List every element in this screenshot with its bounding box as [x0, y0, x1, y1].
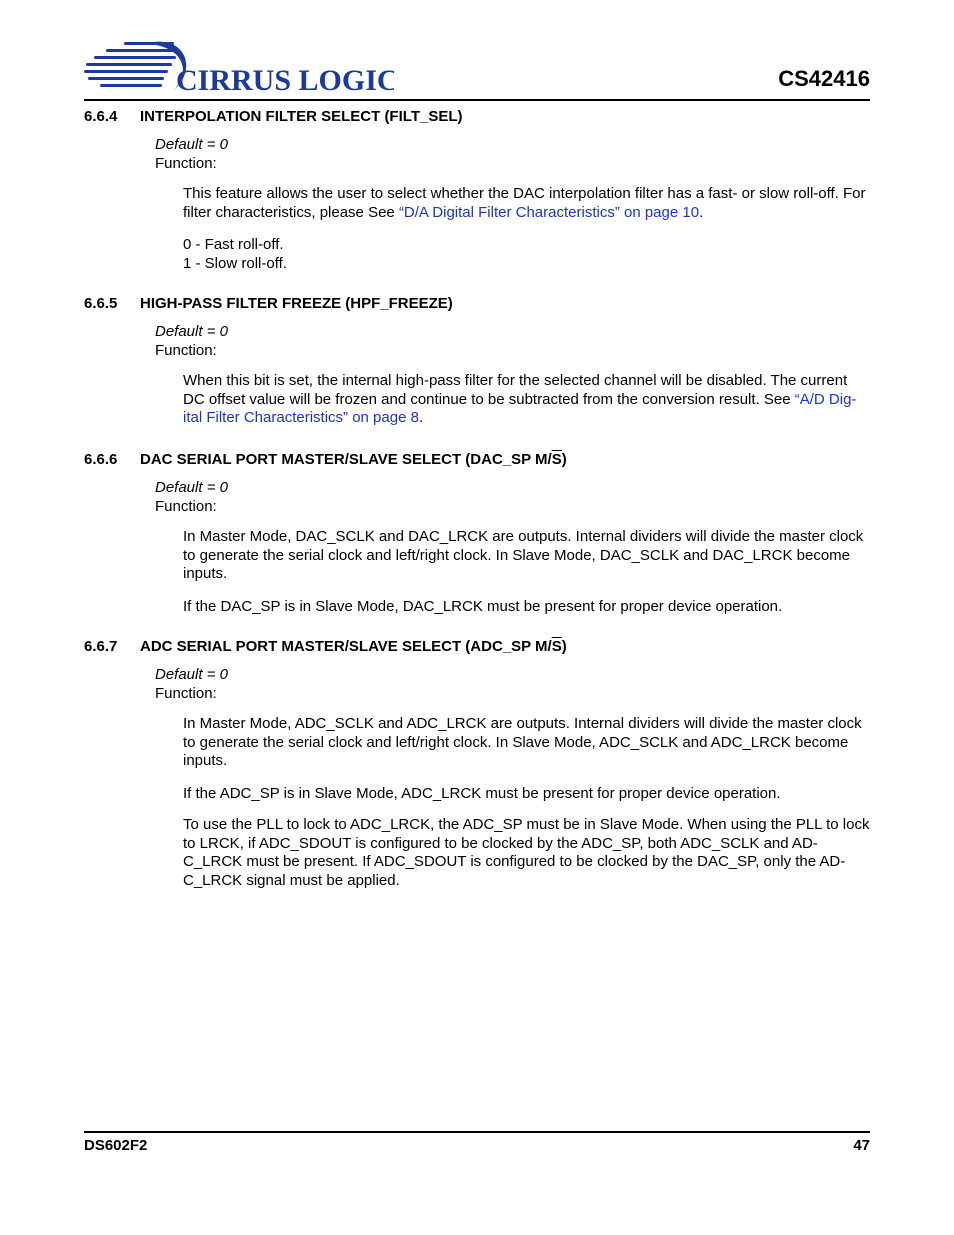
page-number: 47 [853, 1137, 870, 1154]
option-slow: 1 - Slow roll-off. [183, 255, 287, 272]
section-title: DAC SERIAL PORT MASTER/SLAVE SELECT (DAC_SP M/ [140, 451, 552, 468]
section-title-suffix: ) [561, 638, 567, 655]
section-title: INTERPOLATION FILTER SELECT (FILT_SEL) [140, 108, 463, 125]
section-number: 6.6.4 [84, 108, 118, 125]
header-rule [84, 99, 870, 101]
cross-reference-link[interactable]: “D/A Digital Filter Characteristics” on page 10 [398, 203, 700, 221]
paragraph-text: When this bit is set, the internal high-pass filter for the selected channel will be disabled. The current DC offset value will be frozen and continue to be subtracted from the conversion result. See [183, 372, 848, 408]
description-paragraph [183, 372, 873, 428]
description-paragraph: In Master Mode, ADC_SCLK and ADC_LRCK are outputs. Internal dividers will divide the master clock to generate the serial clock and left/right clock. In Slave Mode, ADC_SCLK and ADC_LRCK become inputs. [183, 715, 862, 769]
default-value: Default = 0 [155, 136, 228, 153]
paragraph-end: . [418, 409, 424, 426]
section-title: HIGH-PASS FILTER FREEZE (HPF_FREEZE) [140, 295, 453, 312]
section-title-overline: $\overline{S}$ [551, 638, 562, 655]
description-paragraph: If the DAC_SP is in Slave Mode, DAC_LRCK must be present for proper device operation. [183, 598, 783, 615]
function-label: Function: [155, 342, 217, 359]
default-value: Default = 0 [155, 666, 228, 683]
description-paragraph: To use the PLL to lock to ADC_LRCK, the ADC_SP must be in Slave Mode. When using the PLL to lock to LRCK, if ADC_SDOUT is configured to be clocked by the ADC_SP, both ADC_SCLK and AD-C_LRCK must be present. If ADC_SDOUT is configured to be clocked by the DAC_SP, only the AD-C_LRCK signal must be applied. [183, 816, 870, 889]
document-id: DS602F2 [84, 1137, 148, 1154]
default-value: Default = 0 [155, 323, 228, 340]
cirrus-logic-logo [84, 38, 394, 102]
description-paragraph [183, 185, 873, 222]
section-heading [84, 295, 453, 312]
section-number: 6.6.7 [84, 638, 118, 655]
footer-rule [84, 1131, 870, 1133]
section-number: 6.6.6 [84, 451, 118, 468]
default-value: Default = 0 [155, 479, 228, 496]
option-fast: 0 - Fast roll-off. [183, 236, 284, 253]
function-label: Function: [155, 685, 217, 702]
logo-wordmark: CIRRUS LOGIC [176, 64, 394, 97]
section-heading [84, 108, 463, 125]
section-title-overline: $\overline{S}$ [551, 451, 562, 468]
part-number: CS42416 [778, 66, 870, 91]
description-paragraph: In Master Mode, DAC_SCLK and DAC_LRCK are outputs. Internal dividers will divide the master clock to generate the serial clock and left/right clock. In Slave Mode, DAC_SCLK and DAC_LRCK become inputs. [183, 528, 864, 582]
function-label: Function: [155, 498, 217, 515]
section-heading [84, 451, 567, 468]
paragraph-end: . [699, 203, 704, 221]
paragraph-text: This feature allows the user to select whether the DAC interpolation filter has a fast- or slow roll-off. For filter characteristics, please See [183, 185, 866, 221]
section-number: 6.6.5 [84, 295, 118, 312]
section-title: ADC SERIAL PORT MASTER/SLAVE SELECT (ADC_SP M/ [140, 638, 552, 655]
section-title-suffix: ) [561, 451, 567, 468]
function-label: Function: [155, 155, 217, 172]
section-heading [84, 638, 567, 655]
cross-reference-link[interactable]: “A/D Dig-ital Filter Characteristics” on page 8 [183, 390, 857, 426]
description-paragraph: If the ADC_SP is in Slave Mode, ADC_LRCK must be present for proper device operation. [183, 785, 781, 802]
